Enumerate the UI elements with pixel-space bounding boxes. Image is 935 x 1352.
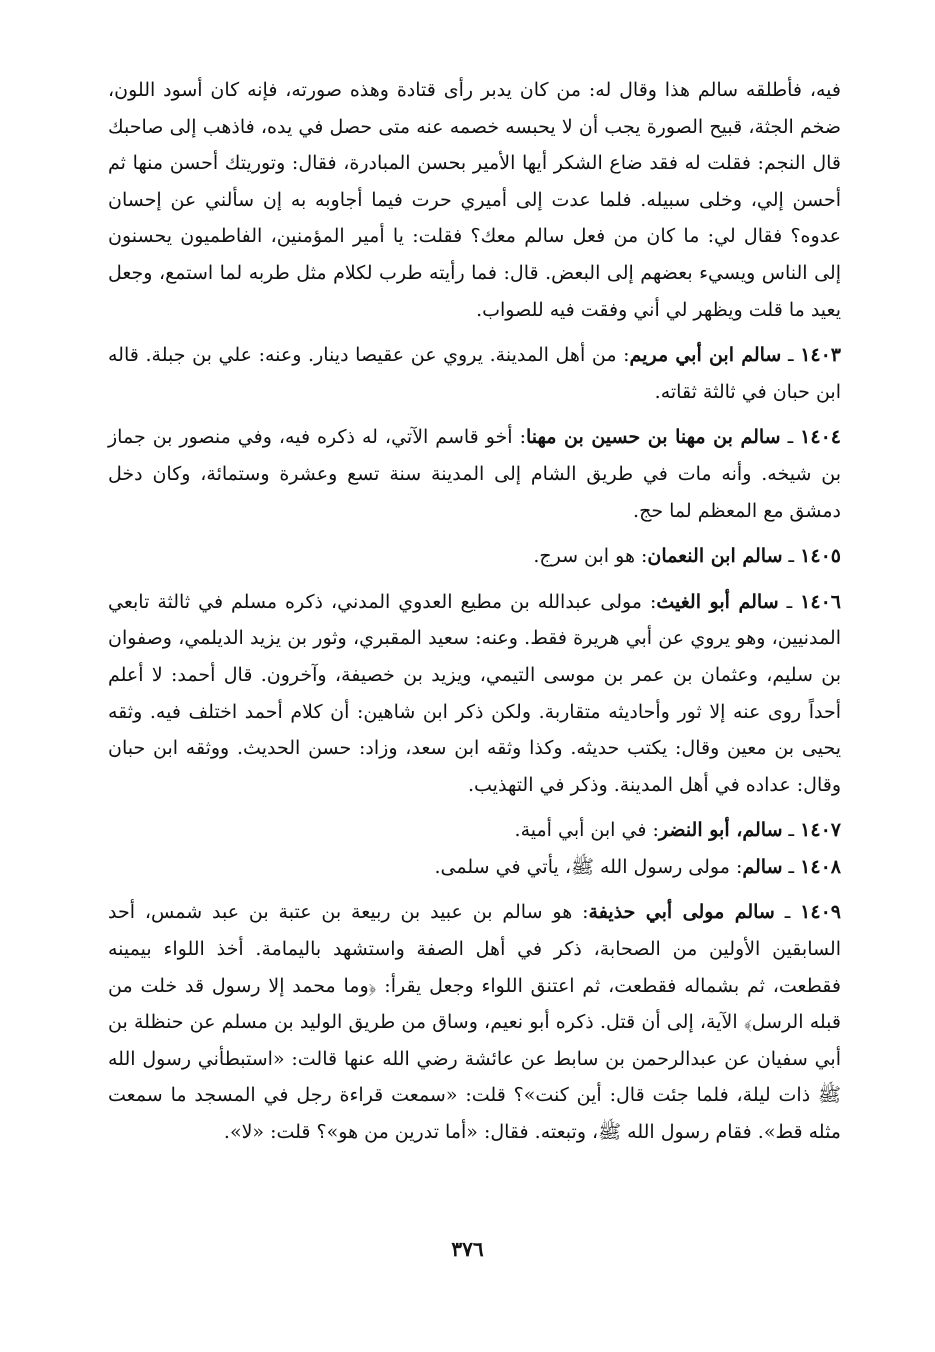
entry-number: ١٤٠٧ [800,819,841,842]
entry-heading: سالم بن مهنا بن حسين بن مهنا [525,426,781,449]
entry-number: ١٤٠٩ [800,901,841,924]
entry-separator: ـ [780,426,801,449]
entry-body: : مولى عبدالله بن مطيع العدوي المدني، ذكره مسلم في ثالثة تابعي المدنيين، وهو يروي عن أبي هريرة فقط. وعنه: سعيد المقبري، وثور بن يزيد الديلمي، وصفوان بن سليم، وعثمان بن عمر بن موسى التيمي، ويزيد بن خصيفة، وآخرون. قال أحمد: لا أعلم أحداً روى عنه إلا ثور وأحاديثه متقاربة. ولكن ذكر ابن شاهين: أن كلام أحمد اختلف فيه. وثقه يحيى بن معين وقال: يكتب حديثه. وكذا وثقه ابن سعد، وزاد: حسن الحديث. ووثقه ابن حبان وقال: عداده في أهل المدينة. وذكر في التهذيب. [108,590,841,796]
entry-number: ١٤٠٦ [800,590,841,613]
entry-body: : من أهل المدينة. يروي عن عقيصا دينار. وعنه: علي بن جبلة. قاله ابن حبان في ثالثة ثقاته. [108,344,841,403]
entry-1408 [108,849,841,886]
entry-1404 [108,419,841,529]
entry-body: : مولى رسول الله ﷺ، يأتي في سلمى. [434,855,743,878]
entry-heading: سالم [742,855,783,878]
entry-body: : أخو قاسم الآتي، له ذكره فيه، وفي منصور بن جماز بن شيخه. وأنه مات في طريق الشام إلى المدينة سنة تسع وعشرة وستمائة، وكان دخل دمشق مع المعظم لما حج. [108,426,841,522]
entry-body: : هو ابن سرج. [533,545,648,568]
entry-heading: سالم ابن أبي مريم [629,344,782,367]
entry-separator: ـ [778,590,801,613]
entry-separator: ـ [774,901,801,924]
entry-heading: سالم، أبو النضر [658,819,783,842]
entry-1405 [108,538,841,575]
entry-number: ١٤٠٣ [800,344,842,367]
entry-1406 [108,584,841,804]
entry-separator: ـ [782,819,801,842]
entry-1403 [108,337,841,410]
entry-body: : في ابن أبي أمية. [514,819,659,842]
entry-number: ١٤٠٤ [800,426,841,449]
entry-heading: سالم مولى أبي حذيفة [588,901,775,924]
entry-1409 [108,894,841,1150]
page-number: ٣٧٦ [451,1237,484,1261]
page-text [108,72,841,1151]
entry-separator: ـ [782,545,801,568]
entry-heading: سالم أبو الغيث [656,590,779,613]
entry-number: ١٤٠٥ [800,545,841,568]
entry-heading: سالم ابن النعمان [647,545,783,568]
intro-paragraph: فيه، فأطلقه سالم هذا وقال له: من كان يدبر رأى قتادة وهذه صورته، فإنه كان أسود اللون، ضخم الجثة، قبيح الصورة يجب أن لا يحبسه خصمه عنه متى حصل في يده، فاذهب إلى صاحبك قال النجم: فقلت له فقد ضاع الشكر أيها الأمير بحسن المبادرة، فقال: وتوريتك أحسن منها ثم أحسن إلي، وخلى سبيله. فلما عدت إلى أميري حرت فيما أجاوبه به إن سألني عن إحسان عدوه؟ فقال لي: ما كان من فعل سالم معك؟ فقلت: يا أمير المؤمنين، الفاطميون يحسنون إلى الناس ويسيء بعضهم إلى البعض. قال: فما رأيته طرب لكلام مثل طربه لما استمع، وجعل يعيد ما قلت ويظهر لي أني وفقت فيه للصواب. [108,79,841,321]
entry-separator: ـ [781,344,801,367]
entry-body: : هو سالم بن عبيد بن ربيعة بن عتبة بن عبد شمس، أحد السابقين الأولين من الصحابة، ذكر في أهل الصفة واستشهد باليمامة. أخذ اللواء بيمينه فقطعت، ثم بشماله فقطعت، ثم اعتنق اللواء وجعل يقرأ: ﴿وما محمد إلا رسول قد خلت من قبله الرسل﴾ الآية، إلى أن قتل. ذكره أبو نعيم، وساق من طريق الوليد بن مسلم عن حنظلة بن أبي سفيان عن عبدالرحمن بن سابط عن عائشة رضي الله عنها قالت: «استبطأني رسول الله ﷺ ذات ليلة، فلما جئت قال: أين كنت»؟ قلت: «سمعت قراءة رجل في المسجد ما سمعت مثله قط». فقام رسول الله ﷺ، وتبعته. فقال: «أما تدرين من هو»؟ قلت: «لا». [108,901,841,1144]
entry-separator: ـ [782,855,801,878]
entry-number: ١٤٠٨ [800,855,841,878]
entry-1407 [108,812,841,849]
